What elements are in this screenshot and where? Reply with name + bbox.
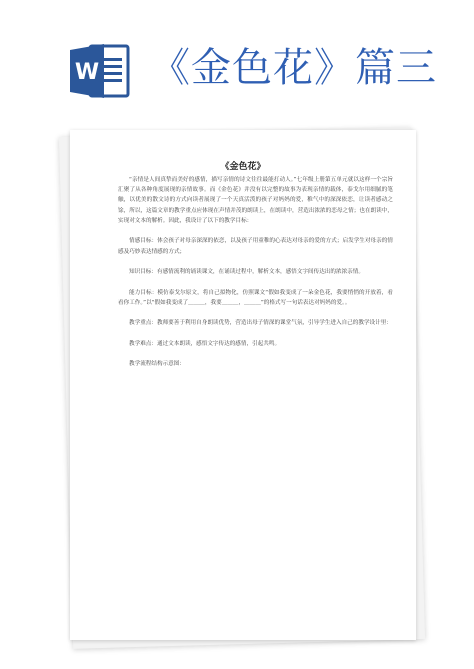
word-icon-letter: W: [74, 60, 100, 85]
word-icon: [68, 42, 130, 100]
document-header: [0, 0, 474, 120]
document-title: 《金色花》: [220, 162, 266, 172]
document-preview: [64, 128, 418, 644]
paragraph-knowledge-goal: 知识目标：有感情流利的诵读课文，在诵读过程中，解析文本，感悟文字间传达出的浓浓亲情。: [129, 269, 364, 276]
paragraph-emotion-goal: 情感目标：体会孩子对母亲深深的依恋，以及孩子用童稚的心表达对母亲的爱的方式；启发学生对母亲的情感及巧妙表达情感的方式；: [118, 238, 393, 255]
document-body: [118, 175, 393, 369]
paragraph-teaching-focus: 教学重点：教师要善于利用自身朗读优势，营造出母子情深的课堂气氛，引导学生进入自己的教学设计里：: [129, 320, 392, 327]
paragraph-ability-goal: 能力目标：模仿泰戈尔原文，将自己拟物化，仿照课文“假如我变成了一朵金色花，我要悄悄的开放着，看看你工作。”以“假如我变成了＿＿＿，我要＿＿＿，＿＿＿”的格式写一句话表达对妈妈的爱。。: [118, 289, 393, 306]
paragraph-flow-diagram: 教学流程结构示意图：: [129, 361, 185, 368]
page-title: 《金色花》篇三: [150, 45, 437, 91]
document-page: [70, 130, 416, 640]
paragraph-teaching-difficulty: 教学难点：通过文本朗读，感悟文字传达的感情，引起共鸣。: [129, 340, 281, 347]
paragraph-intro: “亲情是人间真挚而美好的感情，描写亲情的诗文往往最能打动人。”七年级上册第五单元就以这样一个宗旨汇聚了从各种角度展现的亲情故事。而《金色花》并没有以完整的故事为表现亲情的载体，泰戈尔用细腻的笔触，以优美的散文诗的方式向读者展现了一个天真活泼的孩子对妈妈的爱，稚气中的深深依恋，让读者感动之馀，所以，这篇文章的教学重点应体现在声情并茂的朗读上，在朗读中，营造出浓浓的恋母之情；也在朗读中，实现对文本的解析。因此，我设计了以下的教学目标：: [118, 177, 393, 224]
